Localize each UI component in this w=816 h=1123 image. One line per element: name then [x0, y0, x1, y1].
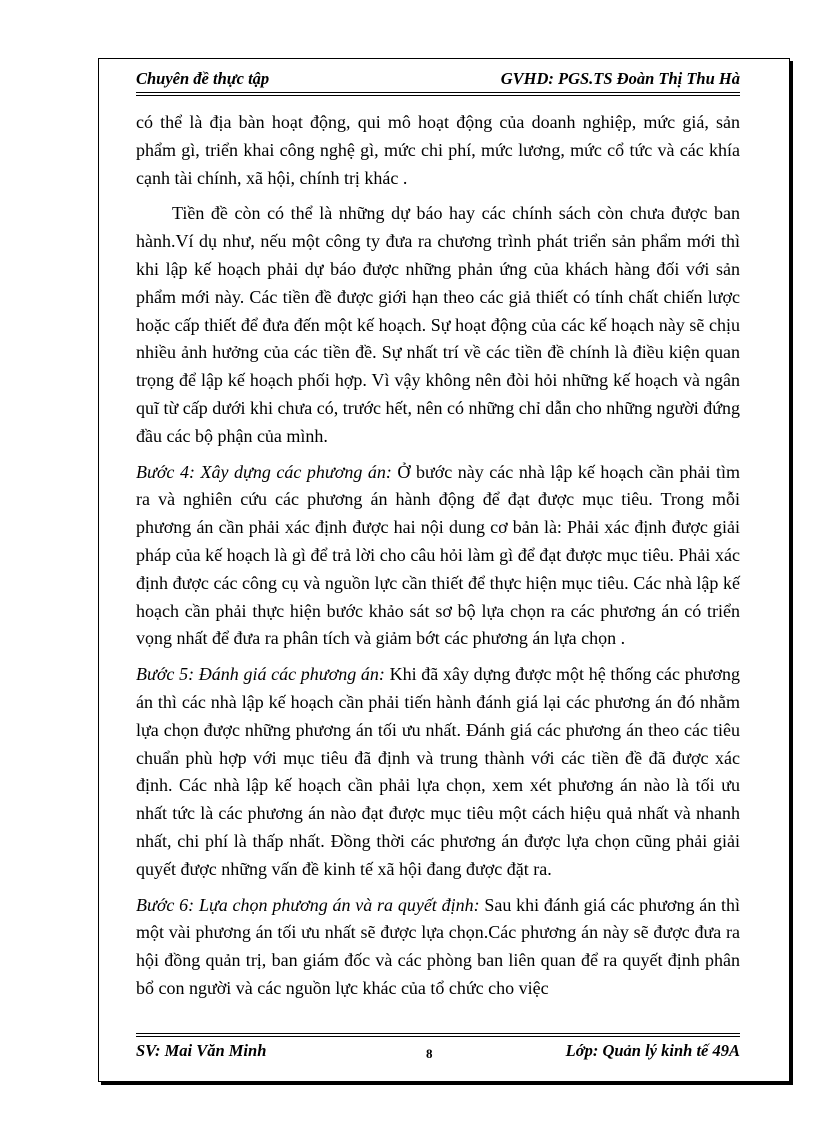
step-4-text: Ở bước này các nhà lập kế hoạch cần phải tìm ra và nghiên cứu các phương án hành động để đạt được mục tiêu. Trong mỗi phương án cần phải xác định được hai nội dung cơ bản là: Phải xác định được giải pháp của kế hoạch là gì để trả lời cho câu hỏi làm gì để đạt được mục tiêu. Phải xác định được các công cụ và nguồn lực cần thiết để thực hiện mục tiêu. Các nhà lập kế hoạch cần phải thực hiện bước khảo sát sơ bộ lựa chọn ra các phương án có triển vọng nhất để đưa ra phân tích và giảm bớt các phương án lựa chọn . [136, 461, 740, 649]
step-5-label: Bước 5: Đánh giá các phương án: [136, 664, 385, 685]
footer-class: Lớp: Quản lý kinh tế 49A [565, 1041, 740, 1060]
page-footer [136, 1039, 740, 1063]
header-rule [136, 92, 740, 93]
paragraph-step-5 [136, 661, 740, 883]
header-rule-secondary [136, 95, 740, 96]
header-title: Chuyên đề thực tập [136, 69, 270, 88]
page-header [136, 66, 740, 92]
step-6-text: Sau khi đánh giá các phương án thì một vài phương án tối ưu nhất sẽ được lựa chọn.Các phương án này sẽ được đưa ra hội đồng quản trị, ban giám đốc và các phòng ban liên quan để ra quyết định phân bổ con người và các nguồn lực khác của tổ chức cho việc [136, 894, 740, 998]
document-body [136, 109, 740, 1011]
step-4-label: Bước 4: Xây dựng các phương án: [136, 461, 392, 482]
paragraph-premises-cont: có thể là địa bàn hoạt động, qui mô hoạt động của doanh nghiệp, mức giá, sản phẩm gì, triển khai công nghệ gì, mức chi phí, mức lương, mức cổ tức và các khía cạnh tài chính, xã hội, chính trị khác . [136, 112, 740, 188]
paragraph-step-6 [136, 892, 740, 1003]
step-5-text: Khi đã xây dựng được một hệ thống các phương án thì các nhà lập kế hoạch cần phải tiến hành đánh giá lại các phương án đó nhằm lựa chọn được những phương án tối ưu nhất. Đánh giá các phương án theo các tiêu chuẩn phù hợp với mục tiêu đã định và trung thành với các tiền đề đã được xác định. Các nhà lập kế hoạch cần phải lựa chọn, xem xét phương án nào là tối ưu nhất tức là các phương án nào đạt được mục tiêu một cách hiệu quả nhất và nhanh nhất, chi phí là thấp nhất. Đồng thời các phương án được lựa chọn cũng phải giải quyết được những vấn đề kinh tế xã hội đang được đặt ra. [136, 664, 740, 879]
header-advisor: GVHD: PGS.TS Đoàn Thị Thu Hà [500, 69, 740, 88]
paragraph-step-4 [136, 459, 740, 654]
footer-rule-secondary [136, 1036, 740, 1037]
footer-rule [136, 1033, 740, 1034]
footer-student: SV: Mai Văn Minh [136, 1041, 267, 1060]
step-6-label: Bước 6: Lựa chọn phương án và ra quyết định: [136, 894, 480, 915]
page-number: 8 [426, 1046, 433, 1061]
paragraph-premises-forecast: Tiền đề còn có thể là những dự báo hay các chính sách còn chưa được ban hành.Ví dụ như, nếu một công ty đưa ra chương trình phát triển sản phẩm mới thì khi lập kế hoạch phải dự báo được những phản ứng của khách hàng đối với sản phẩm mới này. Các tiền đề được giới hạn theo các giả thiết có tính chất chiến lược hoặc cấp thiết để đưa đến một kế hoạch. Sự hoạt động của các kế hoạch này sẽ chịu nhiều ảnh hưởng của các tiền đề. Sự nhất trí về các tiền đề chính là điều kiện quan trọng để lập kế hoạch phối hợp. Vì vậy không nên đòi hỏi những kế hoạch và ngân quĩ từ cấp dưới khi chưa có, trước hết, nên có những chỉ dẫn cho những người đứng đầu các bộ phận của mình. [136, 203, 740, 446]
